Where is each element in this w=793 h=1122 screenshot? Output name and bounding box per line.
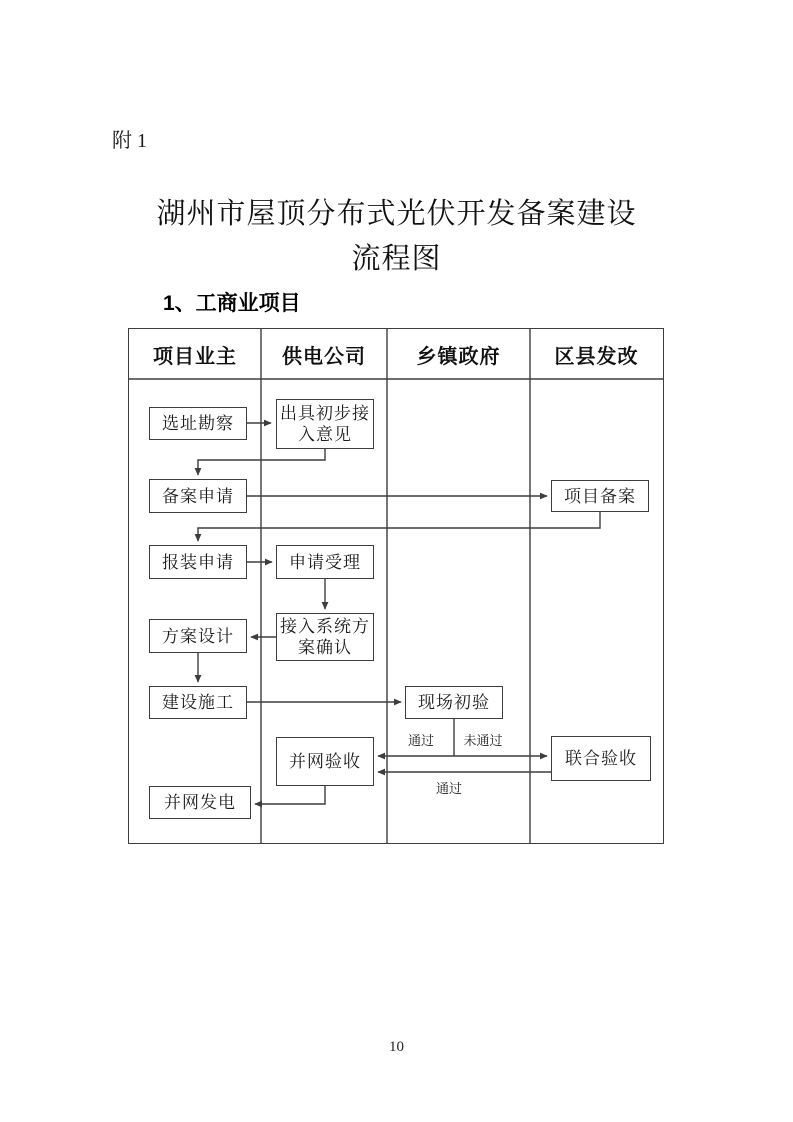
column-header-district-county-drc: 区县发改 [554,345,639,368]
edge-grid-acceptance-to-generation-arrow [255,786,325,804]
edge-project-filing-to-installation-application-arrow [198,512,600,541]
flow-node-joint-acceptance: 联合验收 [551,736,651,781]
flow-node-application-acceptance: 申请受理 [276,545,374,579]
column-header-project-owner: 项目业主 [153,345,237,368]
flow-node-access-scheme-confirmation: 接入系统方案确认 [276,613,374,661]
flow-node-scheme-design: 方案设计 [149,619,247,653]
document-title-line2: 流程图 [351,243,442,275]
flow-node-grid-connection-acceptance: 并网验收 [276,737,374,786]
flow-node-construction: 建设施工 [149,686,247,719]
document-title [0,192,793,282]
flow-node-installation-application: 报装申请 [149,545,247,579]
page-number: 10 [389,1039,404,1055]
flowchart-header-row [129,329,663,379]
section-heading: 1、工商业项目 [163,292,301,315]
column-header-power-supply-company: 供电公司 [282,345,366,368]
edge-label-joint-pass: 通过 [435,781,462,796]
flowchart-table [128,328,664,844]
edge-label-inspection-pass: 通过 [407,733,434,748]
flow-node-grid-connected-generation: 并网发电 [149,786,251,819]
document-title-line1: 湖州市屋顶分布式光伏开发备案建设 [156,198,637,230]
edge-label-inspection-fail: 未通过 [463,733,503,748]
flow-node-site-survey: 选址勘察 [149,407,247,440]
flow-node-filing-application: 备案申请 [149,479,247,513]
column-header-township-government: 乡镇政府 [416,345,501,368]
flow-node-onsite-initial-inspection: 现场初验 [405,686,503,719]
flow-node-preliminary-access-opinion: 出具初步接入意见 [276,399,374,449]
flow-node-project-filing: 项目备案 [551,480,649,512]
attachment-label: 附 1 [112,130,147,152]
